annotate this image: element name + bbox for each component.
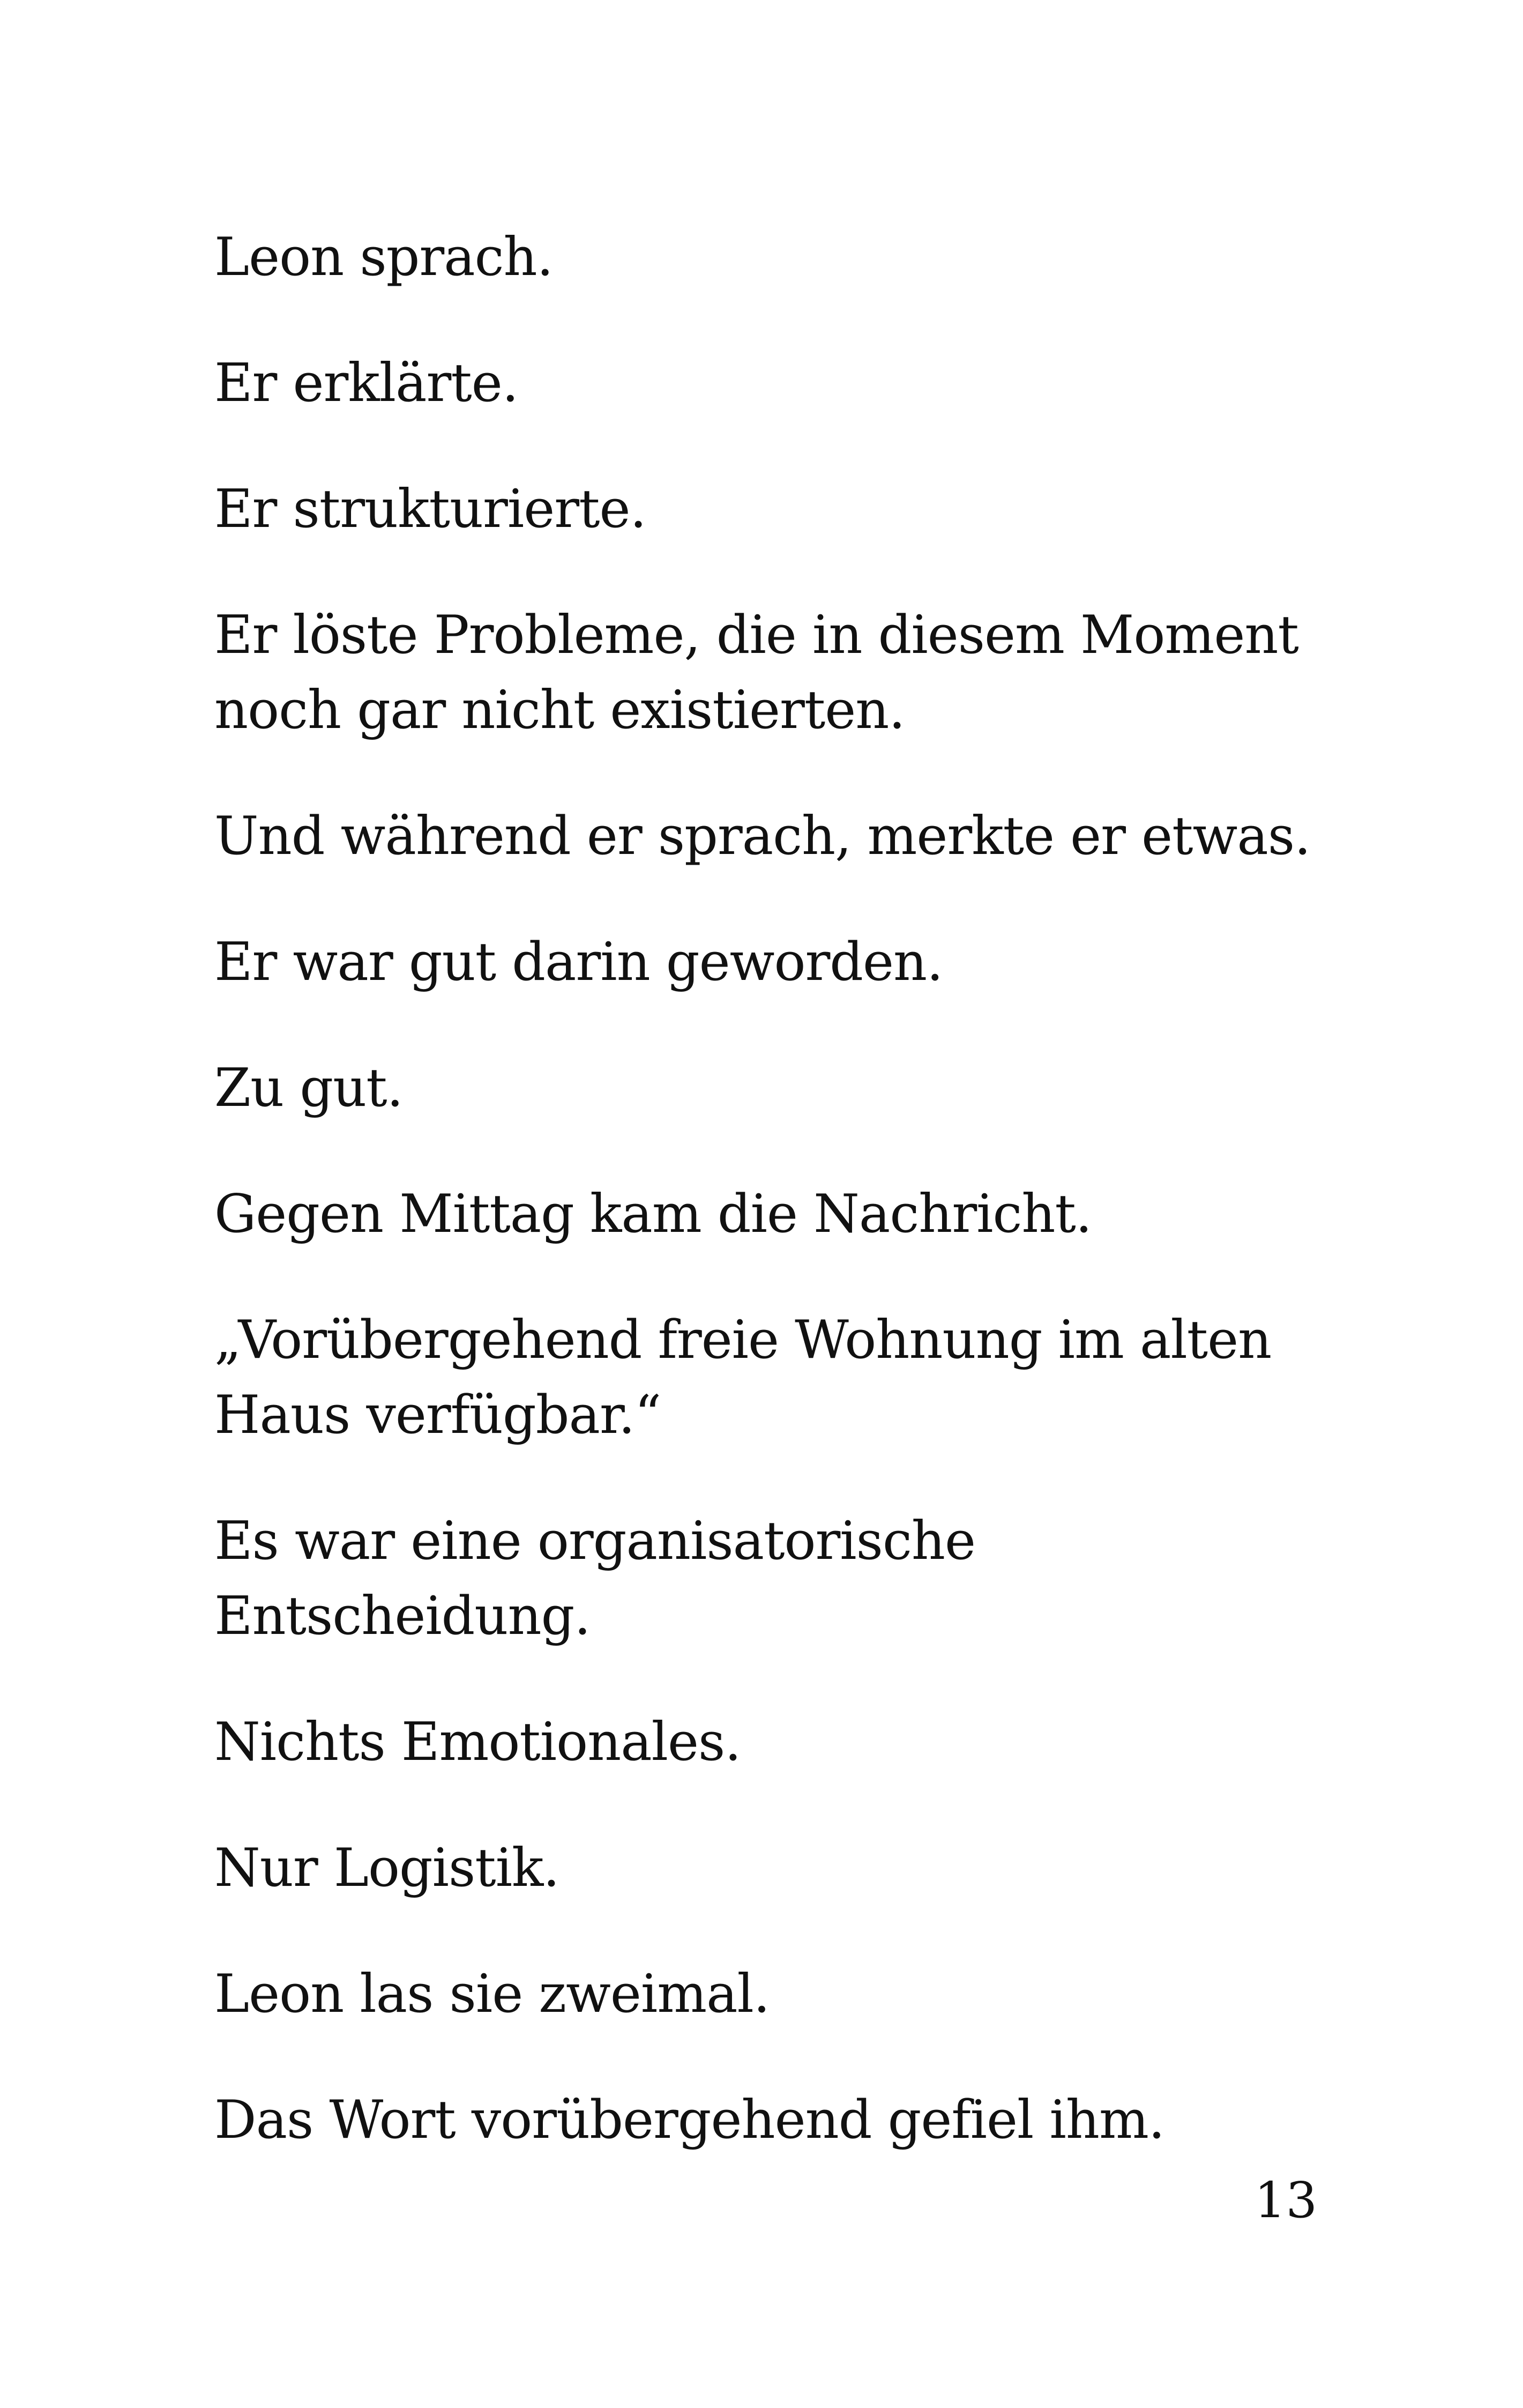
paragraph: Zu gut.	[214, 1058, 403, 1119]
paragraph: „Vorübergehend freie Wohnung im alten Haus verfügbar.“	[214, 1310, 1272, 1446]
paragraph: Er war gut darin geworden.	[214, 932, 943, 993]
paragraph: Er löste Probleme, die in diesem Moment noch gar nicht existierten.	[214, 605, 1298, 741]
page-body	[214, 220, 1318, 2209]
page-number: 13	[1254, 2172, 1317, 2229]
paragraph: Leon las sie zweimal.	[214, 1964, 770, 2025]
paragraph: Er erklärte.	[214, 353, 518, 414]
paragraph: Er strukturierte.	[214, 479, 646, 540]
paragraph: Es war eine organisatorische Entscheidung.	[214, 1511, 975, 1647]
paragraph: Nur Logistik.	[214, 1838, 559, 1899]
paragraph: Gegen Mittag kam die Nachricht.	[214, 1184, 1092, 1245]
paragraph: Leon sprach.	[214, 227, 553, 288]
paragraph: Nichts Emotionales.	[214, 1712, 741, 1773]
paragraph: Und während er sprach, merkte er etwas.	[214, 806, 1311, 867]
paragraph: Das Wort vorübergehend gefiel ihm.	[214, 2090, 1165, 2151]
